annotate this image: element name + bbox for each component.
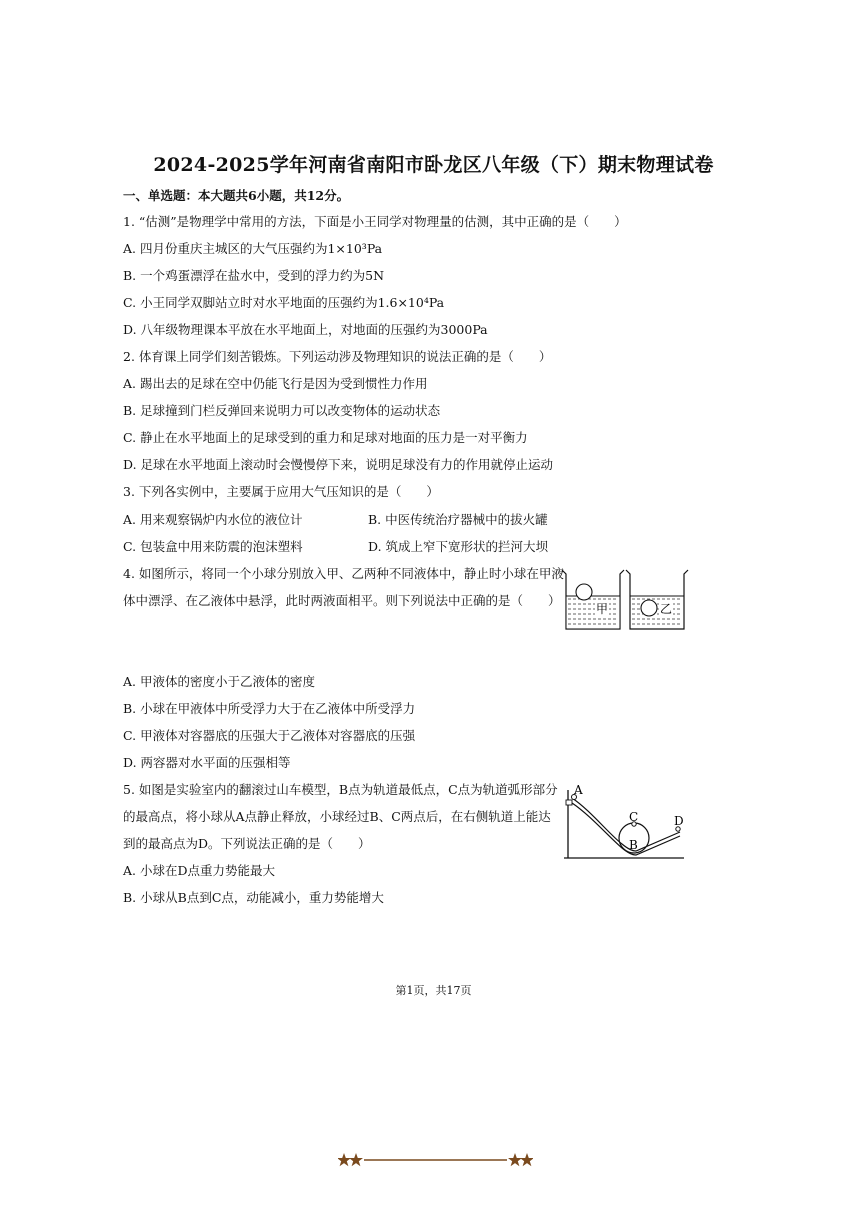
- q1-option-d: D. 八年级物理课本平放在水平地面上，对地面的压强约为3000Pa: [123, 322, 488, 337]
- page-title: 2024-2025学年河南省南阳市卧龙区八年级（下）期末物理试卷: [153, 154, 714, 176]
- star-left-icon: [338, 1153, 363, 1166]
- q5-option-b: B. 小球从B点到C点，动能减小，重力势能增大: [123, 890, 384, 905]
- label-yi: 乙: [659, 602, 673, 616]
- q3-option-b: B. 中医传统治疗器械中的拔火罐: [368, 512, 548, 527]
- q4-stem-line2: 体中漂浮、在乙液体中悬浮，此时两液面相平。则下列说法中正确的是（ ）: [123, 593, 561, 608]
- label-d: D: [674, 814, 684, 828]
- q3-option-c: C. 包装盒中用来防震的泡沫塑料: [123, 539, 303, 554]
- beaker-jia: [562, 570, 624, 629]
- label-c: C: [629, 810, 639, 824]
- ball-yi: [641, 600, 657, 616]
- beakers-figure: [558, 566, 696, 632]
- q1-option-a: A. 四月份重庆主城区的大气压强约为1×10³Pa: [123, 241, 383, 256]
- page-footer: 第1页，共17页: [395, 984, 472, 997]
- q4-option-d: D. 两容器对水平面的压强相等: [123, 755, 291, 770]
- q3-stem: 3. 下列各实例中，主要属于应用大气压知识的是（ ）: [123, 484, 439, 499]
- beaker-yi: [626, 570, 688, 629]
- q5-option-a: A. 小球在D点重力势能最大: [123, 863, 275, 878]
- q1-option-c: C. 小王同学双脚站立时对水平地面的压强约为1.6×10⁴Pa: [123, 295, 445, 310]
- q3-option-a: A. 用来观察锅炉内水位的液位计: [123, 512, 303, 527]
- label-a: A: [574, 783, 583, 797]
- decorative-divider: [338, 1151, 533, 1169]
- q4-option-c: C. 甲液体对容器底的压强大于乙液体对容器底的压强: [123, 728, 416, 743]
- q4-option-a: A. 甲液体的密度小于乙液体的密度: [123, 674, 315, 689]
- roller-coaster-figure: [560, 780, 690, 862]
- q5-stem-line1: 5. 如图是实验室内的翻滚过山车模型，B点为轨道最低点，C点为轨道弧形部分: [123, 782, 558, 797]
- q5-stem-line2: 的最高点，将小球从A点静止释放，小球经过B、C两点后，在右侧轨道上能达: [123, 809, 551, 824]
- q4-stem-line1: 4. 如图所示，将同一个小球分别放入甲、乙两种不同液体中，静止时小球在甲液: [123, 566, 564, 581]
- star-right-icon: [508, 1153, 533, 1166]
- ball-jia: [576, 584, 592, 600]
- q1-option-b: B. 一个鸡蛋漂浮在盐水中，受到的浮力约为5N: [123, 268, 385, 283]
- q2-option-c: C. 静止在水平地面上的足球受到的重力和足球对地面的压力是一对平衡力: [123, 430, 528, 445]
- q2-option-d: D. 足球在水平地面上滚动时会慢慢停下来，说明足球没有力的作用就停止运动: [123, 457, 554, 472]
- q2-option-b: B. 足球撞到门栏反弹回来说明力可以改变物体的运动状态: [123, 403, 441, 418]
- q2-option-a: A. 踢出去的足球在空中仍能飞行是因为受到惯性力作用: [123, 376, 428, 391]
- label-b: B: [629, 838, 638, 852]
- q3-option-d: D. 筑成上窄下宽形状的拦河大坝: [368, 539, 549, 554]
- q4-option-b: B. 小球在甲液体中所受浮力大于在乙液体中所受浮力: [123, 701, 416, 716]
- q1-stem: 1. “估测”是物理学中常用的方法，下面是小王同学对物理量的估测，其中正确的是（ ）: [123, 214, 627, 229]
- section-heading: 一、单选题：本大题共6小题，共12分。: [123, 188, 350, 203]
- q2-stem: 2. 体育课上同学们刻苦锻炼。下列运动涉及物理知识的说法正确的是（ ）: [123, 349, 552, 364]
- label-jia: 甲: [595, 602, 609, 616]
- q5-stem-line3: 到的最高点为D。下列说法正确的是（ ）: [123, 836, 371, 851]
